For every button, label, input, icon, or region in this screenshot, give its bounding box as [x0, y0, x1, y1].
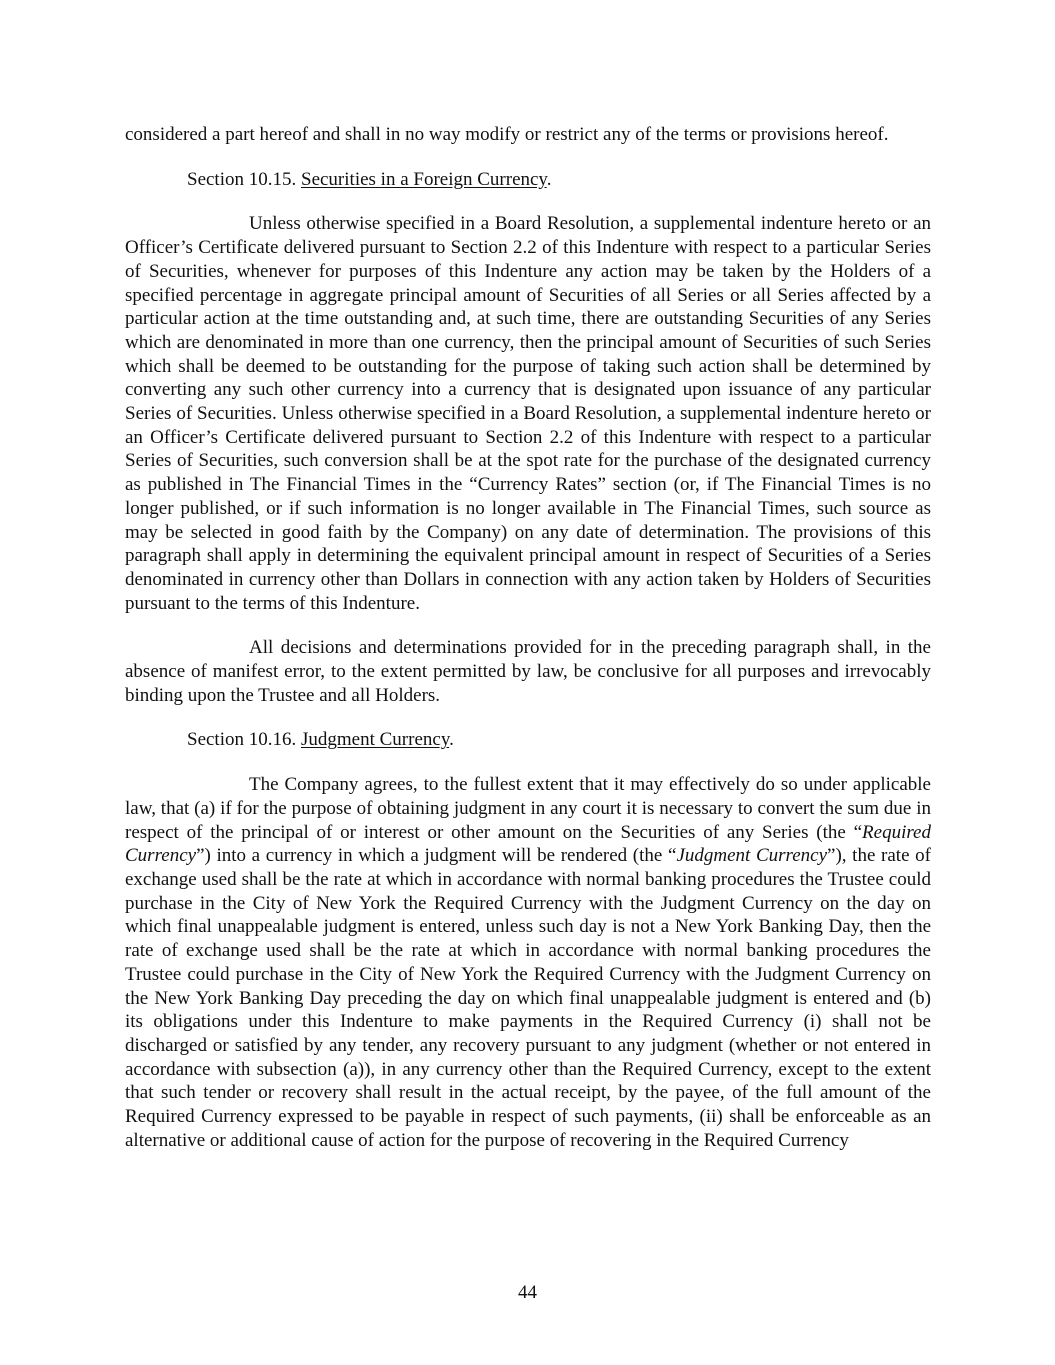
- section-10-15-title: Securities in a Foreign Currency: [301, 168, 547, 190]
- term-judgment-currency: Judgment Currency: [676, 845, 828, 867]
- section-10-15-paragraph-2: All decisions and determinations provided for in the preceding paragraph shall, in the absence of manifest error, to the extent permitted by law, be conclusive for all purposes and irrevocably binding upon the Trustee and all Holders.: [125, 637, 931, 706]
- section-10-16-title: Judgment Currency: [301, 729, 450, 751]
- term-required-currency: Required Currency: [125, 821, 931, 867]
- document-page: [125, 123, 931, 1152]
- section-10-16-number: Section 10.16.: [187, 729, 297, 751]
- section-10-15-paragraph-1: Unless otherwise specified in a Board Resolution, a supplemental indenture hereto or an Officer’s Certificate delivered pursuant to Section 2.2 of this Indenture with respect to a particular Series of Securities, whenever for purposes of this Indenture any action may be taken by the Holders of a specified percentage in aggregate principal amount of Securities of all Series or all Series affected by a particular action at the time outstanding and, at such time, there are outstanding Securities of any Series which are denominated in more than one currency, then the principal amount of Securities of such Series which shall be deemed to be outstanding for the purpose of taking such action shall be determined by converting any such other currency into a currency that is designated upon issuance of any particular Series of Securities. Unless otherwise specified in a Board Resolution, a supplemental indenture hereto or an Officer’s Certificate delivered pursuant to Section 2.2 of this Indenture with respect to a particular Series of Securities, such conversion shall be at the spot rate for the purchase of the designated currency as published in The Financial Times in the “Currency Rates” section (or, if The Financial Times is no longer published, or if such information is no longer available in The Financial Times, such source as may be selected in good faith by the Company) on any date of determination. The provisions of this paragraph shall apply in determining the equivalent principal amount in respect of Securities of a Series denominated in currency other than Dollars in connection with any action taken by Holders of Securities pursuant to the terms of this Indenture.: [125, 213, 931, 614]
- continuation-paragraph: considered a part hereof and shall in no way modify or restrict any of the terms or provisions hereof.: [125, 124, 889, 145]
- section-10-15-heading-period: .: [546, 168, 552, 190]
- section-10-16-paragraph-1: [125, 773, 931, 1152]
- section-10-16-paragraph-1-part-b: ”) into a currency in which a judgment will be rendered (the “: [196, 845, 677, 867]
- section-10-16-heading-period: .: [449, 729, 454, 751]
- section-10-16-heading: [125, 728, 931, 752]
- page-number: 44: [518, 1282, 537, 1303]
- section-10-16-paragraph-1-part-c: ”), the rate of exchange used shall be the rate at which in accordance with normal banking procedures the Trustee could purchase in the City of New York the Required Currency with the Judgment Currency on the day on which final unappealable judgment is entered, unless such day is not a New York Banking Day, then the rate of exchange used shall be the rate at which in accordance with normal banking procedures the Trustee could purchase in the City of New York the Required Currency with the Judgment Currency on the New York Banking Day preceding the day on which final unappealable judgment is entered and (b) its obligations under this Indenture to make payments in the Required Currency (i) shall not be discharged or satisfied by any tender, any recovery pursuant to any judgment (whether or not entered in accordance with subsection (a)), in any currency other than the Required Currency, except to the extent that such tender or recovery shall result in the actual receipt, by the payee, of the full amount of the Required Currency expressed to be payable in respect of such payments, (ii) shall be enforceable as an alternative or additional cause of action for the purpose of recovering in the Required Currency: [125, 845, 931, 1151]
- section-10-16-paragraph-1-part-a: The Company agrees, to the fullest extent that it may effectively do so under applicable law, that (a) if for the purpose of obtaining judgment in any court it is necessary to convert the sum due in respect of the principal of or interest or other amount on the Securities of any Series (the “: [125, 774, 931, 843]
- section-10-15-heading: [125, 168, 931, 192]
- section-10-15-number: Section 10.15.: [187, 168, 297, 190]
